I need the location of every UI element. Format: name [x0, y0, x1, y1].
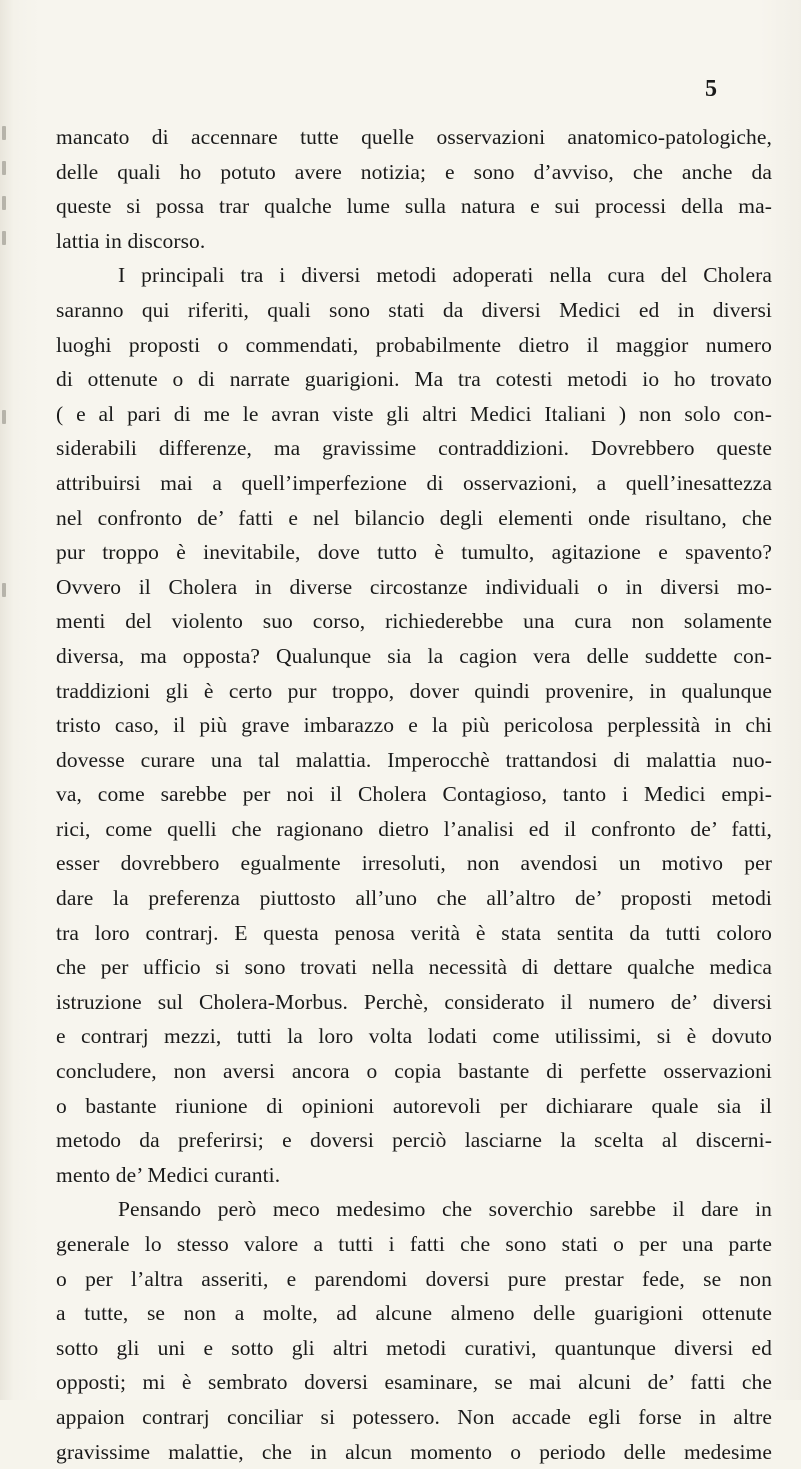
text-line: diversa, ma opposta? Qualunque sia la cagion vera delle suddette con- [56, 643, 772, 668]
text-line: luoghi proposti o commendati, probabilmente dietro il maggior numero [56, 332, 772, 357]
text-line: saranno qui riferiti, quali sono stati da diversi Medici ed in diversi [56, 297, 772, 322]
text-line: mento de’ Medici curanti. [56, 1162, 281, 1187]
text-line: generale lo stesso valore a tutti i fatti che sono stati o per una parte [56, 1232, 772, 1256]
text-line: gravissime malattie, che in alcun momento o periodo delle medesime [56, 1439, 772, 1464]
text-line: menti del violento suo corso, richiederebbe una cura non solamente [56, 609, 772, 634]
gutter-mark [2, 161, 6, 175]
text-line: esser dovrebbero egualmente irresoluti, non avendosi un motivo per [56, 851, 772, 876]
gutter-mark [2, 583, 6, 597]
gutter-mark [2, 196, 6, 210]
text-line: lattia in discorso. [56, 228, 206, 253]
gutter-mark [2, 410, 6, 424]
body-text [56, 120, 772, 1469]
text-line: di ottenute o di narrate guarigioni. Ma tra cotesti metodi io ho trovato [56, 367, 772, 392]
text-line: istruzione sul Cholera-Morbus. Perchè, considerato il numero de’ diversi [56, 989, 772, 1014]
text-line: traddizioni gli è certo pur troppo, dover quindi provenire, in qualunque [56, 678, 772, 703]
text-line: dare la preferenza piuttosto all’uno che all’altro de’ proposti metodi [56, 886, 772, 911]
text-line: a tutte, se non a molte, ad alcune almeno delle guarigioni ottenute [56, 1301, 772, 1326]
text-line: metodo da preferirsi; e doversi perciò lasciarne la scelta al discerni- [56, 1128, 772, 1153]
gutter-mark [2, 126, 6, 140]
text-line: appaion contrarj conciliar si potessero. Non accade egli forse in altre [56, 1404, 772, 1429]
text-line: I principali tra i diversi metodi adoperati nella cura del Cholera [118, 263, 772, 288]
text-line: nel confronto de’ fatti e nel bilancio degli elementi onde risultano, che [56, 505, 772, 530]
text-line: Ovvero il Cholera in diverse circostanze individuali o in diversi mo- [56, 574, 772, 599]
text-line: attribuirsi mai a quell’imperfezione di osservazioni, a quell’inesattezza [56, 470, 772, 495]
text-line: dovesse curare una tal malattia. Imperocchè trattandosi di malattia nuo- [56, 747, 772, 772]
text-line: che per ufficio si sono trovati nella necessità di dettare qualche medica [56, 955, 772, 980]
text-line: opposti; mi è sembrato doversi esaminare, se mai alcuni de’ fatti che [56, 1370, 772, 1395]
text-line: queste si possa trar qualche lume sulla natura e sui processi della ma- [56, 194, 772, 219]
text-line: siderabili differenze, ma gravissime contraddizioni. Dovrebbero queste [56, 436, 772, 461]
text-line: concludere, non aversi ancora o copia bastante di perfette osservazioni [56, 1059, 772, 1084]
text-line: o per l’altra asseriti, e parendomi doversi pure prestar fede, se non [56, 1266, 772, 1291]
text-line: sotto gli uni e sotto gli altri metodi curativi, quantunque diversi ed [56, 1335, 772, 1360]
text-line: tristo caso, il più grave imbarazzo e la più pericolosa perplessità in chi [56, 713, 772, 738]
gutter-mark [2, 231, 6, 245]
text-line: ( e al pari di me le avran viste gli altri Medici Italiani ) non solo con- [56, 401, 772, 426]
text-line: rici, come quelli che ragionano dietro l’analisi ed il confronto de’ fatti, [56, 816, 772, 841]
text-line: delle quali ho potuto avere notizia; e sono d’avviso, che anche da [56, 159, 772, 184]
text-line: mancato di accennare tutte quelle osservazioni anatomico-patologiche, [56, 125, 772, 149]
text-line: tra loro contrarj. E questa penosa verità è stata sentita da tutti coloro [56, 920, 772, 945]
text-line: pur troppo è inevitabile, dove tutto è tumulto, agitazione e spavento? [56, 540, 772, 565]
text-line: e contrarj mezzi, tutti la loro volta lodati come utilissimi, si è dovuto [56, 1024, 772, 1049]
text-line: o bastante riunione di opinioni autorevoli per dichiarare quale sia il [56, 1093, 772, 1118]
text-line: Pensando però meco medesimo che soverchio sarebbe il dare in [118, 1197, 772, 1222]
page-number: 5 [705, 76, 717, 102]
text-line: va, come sarebbe per noi il Cholera Contagioso, tanto i Medici empi- [56, 782, 772, 807]
